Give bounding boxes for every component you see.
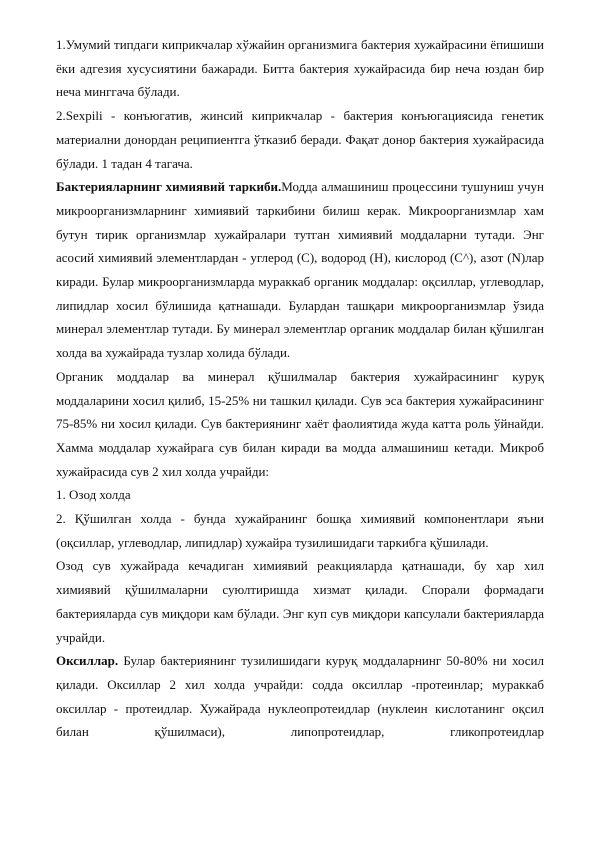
paragraph-8 — [56, 649, 544, 744]
section-heading-proteins: Оксиллар. — [56, 653, 119, 669]
paragraph-7: Озод сув хужайрада кечадиган химиявий реакцияларда қатнашади, бу хар хил химиявий қўшилмаларни суюлтиришда хизмат қилади. Спорали формадаги бактерияларда сув миқдори кам бўлади. Энг куп сув миқдори капсулали бактерияларда учрайди. — [56, 558, 544, 645]
paragraph-5: 1. Озод холда — [56, 487, 131, 503]
paragraph-4: Органик моддалар ва минерал қўшилмалар бактерия хужайрасининг куруқ моддаларини хосил қилиб, 15-25% ни ташкил қилади. Сув эса бактерия хужайрасининг 75-85% ни хосил қилади. Сув бактериянинг хаёт фаолиятида жуда катта роль ўйнайди. Хамма моддалар хужайрага сув билан киради ва модда алмашиниш кетади. Микроб хужайрасида сув 2 хил холда учрайди: — [56, 368, 544, 479]
paragraph-2: 2.Sexpili - конъюгатив, жинсий киприкчалар - бактерия конъюгациясида генетик материални донордан реципиентга ўтказиб беради. Фақат донор бактерия хужайрасида бўлади. 1 тадан 4 тагача. — [56, 108, 544, 171]
paragraph-3 — [56, 175, 544, 365]
paragraph-8-text: Булар бактериянинг тузилишидаги куруқ моддаларнинг 50-80% ни хосил қилади. Оксиллар 2 хил холда учрайди: содда оксиллар -протеинлар; мураккаб оксиллар - протеидлар. Хужайрада нуклеопротеидлар (нуклеин кислотанинг оқсил билан қўшилмаси), липопротеидлар, гликопротеидлар — [56, 653, 544, 740]
section-heading-chemical-composition: Бактерияларнинг химиявий таркиби. — [56, 179, 282, 195]
paragraph-3-text: Модда алмашиниш процессини тушуниш учун микроорганизмларнинг химиявий таркибини билиш керак. Микроорганизмлар хам бутун тирик организмлар хужайралари тутган химиявий моддаларни тутади. Энг асосий химиявий элементлардан - углерод (С), водород (Н), кислород (С^), азот (N)лар киради. Булар микроорганизмларда мураккаб органик моддалар: оқсиллар, углеводлар, липидлар хосил бўлишида қатнашади. Булардан ташқари микроорганизмлар ўзида минерал элементлар тутади. Бу минерал элементлар органик моддалар билан қўшилган холда ва хужайрада тузлар холида бўлади. — [56, 179, 545, 361]
paragraph-1: 1.Умумий типдаги киприкчалар хўжайин организмига бактерия хужайрасини ёпишиши ёки адгезия хусусиятини бажаради. Битта бактерия хужайрасида бир неча юздан бир неча минггача бўлади. — [56, 37, 544, 100]
paragraph-6: 2. Қўшилган холда - бунда хужайранинг бошқа химиявий компонентлари яъни (оқсиллар, углеводлар, липидлар) хужайра тузилишидаги таркибга қўшилади. — [56, 511, 544, 550]
